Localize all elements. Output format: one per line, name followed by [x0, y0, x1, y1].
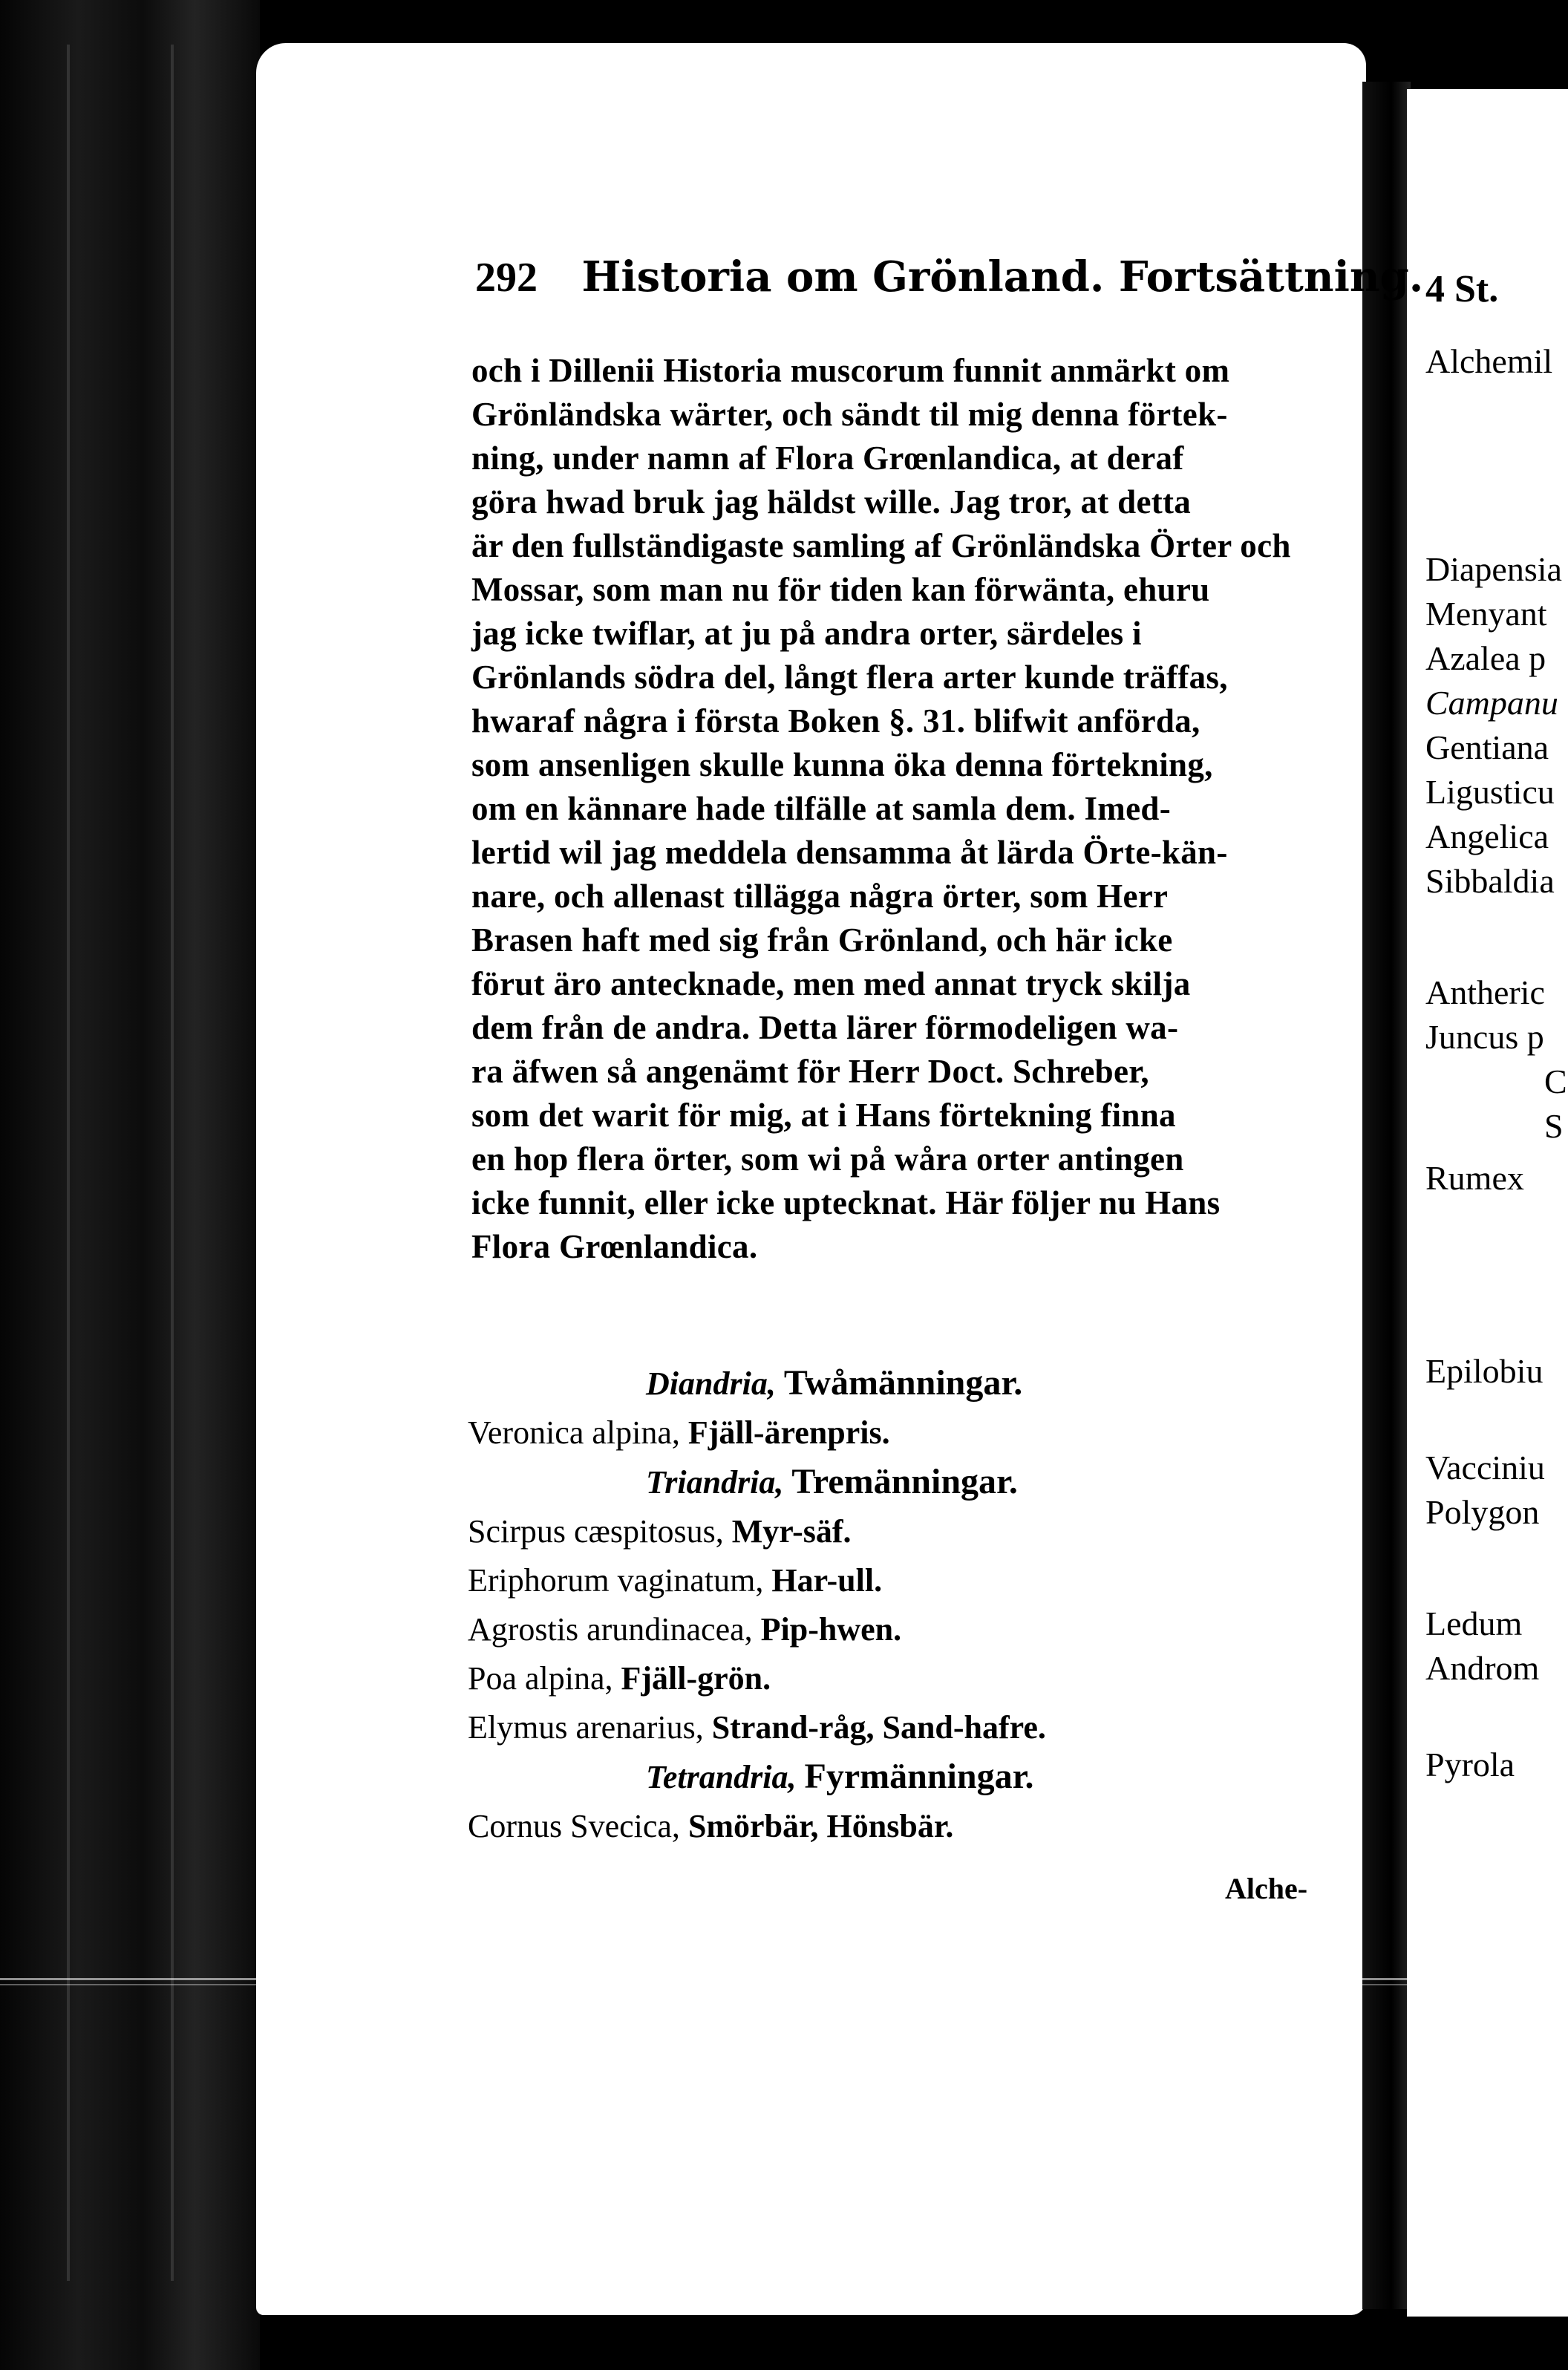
right-page-line: Epilobiu [1425, 1352, 1544, 1390]
right-page-line: Rumex [1425, 1159, 1524, 1197]
text-line: Flora Grœnlandica. [471, 1228, 758, 1265]
book-spine-edge [0, 0, 260, 2370]
scan-artifact-line [0, 1978, 1568, 1980]
latin-name: Agrostis arundinacea, [468, 1611, 753, 1648]
latin-name: Tetrandria, [646, 1759, 797, 1795]
text-line: dem från de andra. Detta lärer förmodeligen wa- [471, 1009, 1179, 1046]
text-line: nare, och allenast tillägga några örter, som Herr [471, 878, 1169, 915]
right-page-text [1425, 0, 1568, 2370]
text-line: Brasen haft med sig från Grönland, och här icke [471, 921, 1173, 959]
right-page-line: Antheric [1425, 973, 1545, 1011]
right-page-line: Androm [1425, 1649, 1540, 1687]
plant-entry [468, 1408, 1359, 1457]
plant-entry [468, 1703, 1359, 1752]
right-page-line: Ligusticu [1425, 773, 1555, 811]
right-page-line: Ledum [1425, 1605, 1523, 1642]
right-page-line: Angelica [1425, 817, 1549, 855]
latin-name: Veronica alpina, [468, 1414, 680, 1451]
right-page-line: Diapensia [1425, 550, 1562, 588]
right-page-line: Campanu [1425, 684, 1558, 722]
text-line: en hop flera örter, som wi på wåra orter antingen [471, 1140, 1184, 1178]
right-page-line: Menyant [1425, 595, 1547, 633]
catchword: Alche- [1225, 1872, 1308, 1905]
class-heading [468, 1752, 1359, 1802]
text-line: är den fullständigaste samling af Grönländska Örter och [471, 527, 1291, 564]
text-line: lertid wil jag meddela densamma åt lärda Örte-kän- [471, 834, 1228, 871]
swedish-name: Tremänningar. [791, 1462, 1018, 1501]
plant-entry [468, 1507, 1359, 1556]
page-gutter [1362, 82, 1411, 2309]
class-heading [468, 1359, 1359, 1408]
text-line: som ansenligen skulle kunna öka denna förtekning, [471, 746, 1213, 783]
text-line: ra äfwen så angenämt för Herr Doct. Schreber, [471, 1053, 1149, 1090]
latin-name: Scirpus cæspitosus, [468, 1513, 724, 1550]
swedish-name: Twåmänningar. [783, 1363, 1023, 1403]
text-line: icke funnit, eller icke uptecknat. Här följer nu Hans [471, 1184, 1221, 1221]
spine-stripe [171, 45, 174, 2281]
swedish-name: Fyrmänningar. [804, 1757, 1034, 1796]
latin-name: Triandria, [646, 1464, 784, 1501]
text-line: Grönländska wärter, och sändt til mig denna förtek- [471, 396, 1228, 433]
spine-stripe [67, 45, 70, 2281]
scan-artifact-line [0, 1984, 1568, 1985]
right-page-line: Sibbaldia [1425, 862, 1555, 900]
class-heading [468, 1457, 1359, 1507]
latin-name: Poa alpina, [468, 1660, 613, 1697]
plant-entry [468, 1556, 1359, 1605]
text-line: göra hwad bruk jag häldst wille. Jag tror, at detta [471, 483, 1192, 520]
body-paragraph [471, 349, 1355, 1269]
plant-entry [468, 1605, 1359, 1654]
page-number: 292 [475, 255, 538, 301]
right-page-line: Azalea p [1425, 639, 1546, 677]
right-page-line: Pyrola [1425, 1746, 1515, 1783]
text-line: Grönlands södra del, långt flera arter kunde träffas, [471, 659, 1228, 696]
swedish-name: Fjäll-ärenpris. [687, 1414, 890, 1451]
text-line: ning, under namn af Flora Grœnlandica, at deraf [471, 440, 1184, 477]
right-page-line: Vacciniu [1425, 1449, 1545, 1486]
text-line: som det warit för mig, at i Hans förtekning finna [471, 1097, 1176, 1134]
right-page-line: Alchemil [1425, 342, 1553, 380]
right-page-line: Juncus p [1425, 1018, 1544, 1056]
right-page-line: Gentiana [1425, 728, 1549, 766]
running-title: Historia om Grönland. Fortsättning. [581, 252, 1424, 301]
swedish-name: Har-ull. [771, 1562, 883, 1599]
latin-name: Cornus Svecica, [468, 1808, 680, 1844]
plant-entry [468, 1802, 1359, 1851]
right-page-head: 4 St. [1425, 268, 1499, 310]
swedish-name: Smörbär, Hönsbär. [687, 1808, 954, 1844]
latin-name: Eriphorum vaginatum, [468, 1562, 764, 1599]
text-line: Mossar, som man nu för tiden kan förwänta, ehuru [471, 571, 1210, 608]
running-head [475, 252, 1424, 301]
plant-entry [468, 1654, 1359, 1703]
flora-list [468, 1359, 1359, 1851]
latin-name: Elymus arenarius, [468, 1709, 704, 1746]
swedish-name: Fjäll-grön. [621, 1660, 771, 1697]
swedish-name: Strand-råg, Sand-hafre. [711, 1709, 1046, 1746]
swedish-name: Myr-säf. [731, 1513, 852, 1550]
right-page-line: S [1544, 1107, 1564, 1145]
swedish-name: Pip-hwen. [760, 1611, 902, 1648]
text-line: jag icke twiflar, at ju på andra orter, särdeles i [471, 615, 1142, 652]
text-line: och i Dillenii Historia muscorum funnit anmärkt om [471, 352, 1230, 389]
right-page-line: Polygon [1425, 1493, 1540, 1531]
text-line: hwaraf några i första Boken §. 31. blifwit anförda, [471, 702, 1200, 740]
latin-name: Diandria, [646, 1365, 776, 1402]
text-line: förut äro antecknade, men med annat tryck skilja [471, 965, 1191, 1002]
text-line: om en kännare hade tilfälle at samla dem. Imed- [471, 790, 1171, 827]
right-page-line: C [1544, 1062, 1567, 1100]
